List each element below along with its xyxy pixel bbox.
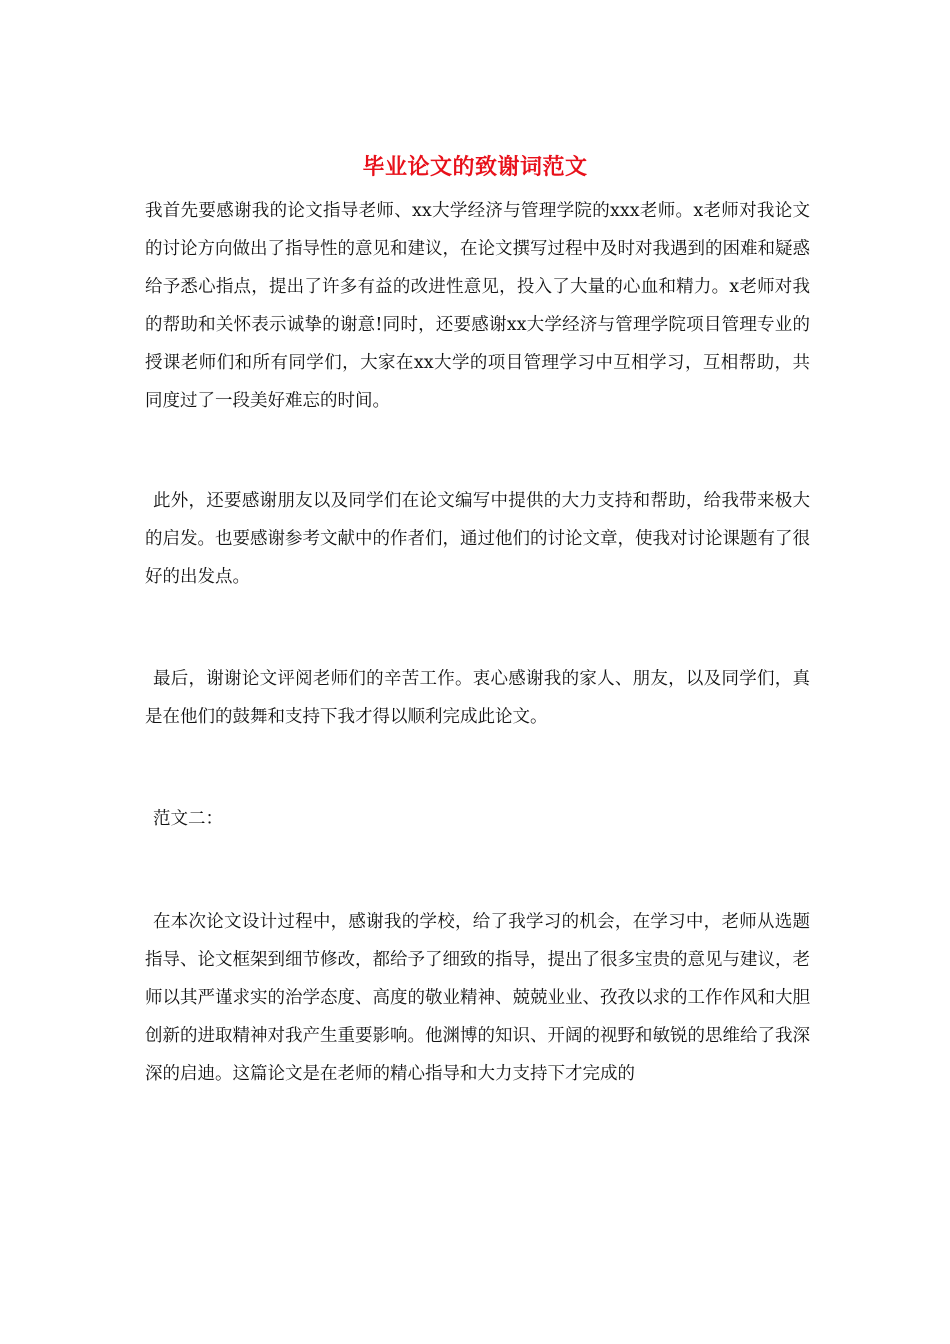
paragraph-2: 此外，还要感谢朋友以及同学们在论文编写中提供的大力支持和帮助，给我带来极大的启发。也要感谢参考文献中的作者们，通过他们的讨论文章，使我对讨论课题有了很好的出发点。 [145, 491, 810, 587]
document-title: 毕业论文的致谢词范文 [362, 154, 588, 180]
paragraph-1: 我首先要感谢我的论文指导老师、xx大学经济与管理学院的xxx老师。x老师对我论文的讨论方向做出了指导性的意见和建议，在论文撰写过程中及时对我遇到的困难和疑惑给予悉心指点，提出了许多有益的改进性意见，投入了大量的心血和精力。x老师对我的帮助和关怀表示诚挚的谢意!同时，还要感谢xx大学经济与管理学院项目管理专业的授课老师们和所有同学们，大家在xx大学的项目管理学习中互相学习，互相帮助，共同度过了一段美好难忘的时间。 [145, 201, 810, 411]
section-heading-sample-2: 范文二： [153, 809, 223, 829]
paragraph-3: 最后，谢谢论文评阅老师们的辛苦工作。衷心感谢我的家人、朋友，以及同学们，真是在他们的鼓舞和支持下我才得以顺利完成此论文。 [145, 669, 810, 727]
paragraph-5: 在本次论文设计过程中，感谢我的学校，给了我学习的机会，在学习中，老师从选题指导、论文框架到细节修改，都给予了细致的指导，提出了很多宝贵的意见与建议，老师以其严谨求实的治学态度、高度的敬业精神、兢兢业业、孜孜以求的工作作风和大胆创新的进取精神对我产生重要影响。他渊博的知识、开阔的视野和敏锐的思维给了我深深的启迪。这篇论文是在老师的精心指导和大力支持下才完成的 [145, 912, 810, 1084]
